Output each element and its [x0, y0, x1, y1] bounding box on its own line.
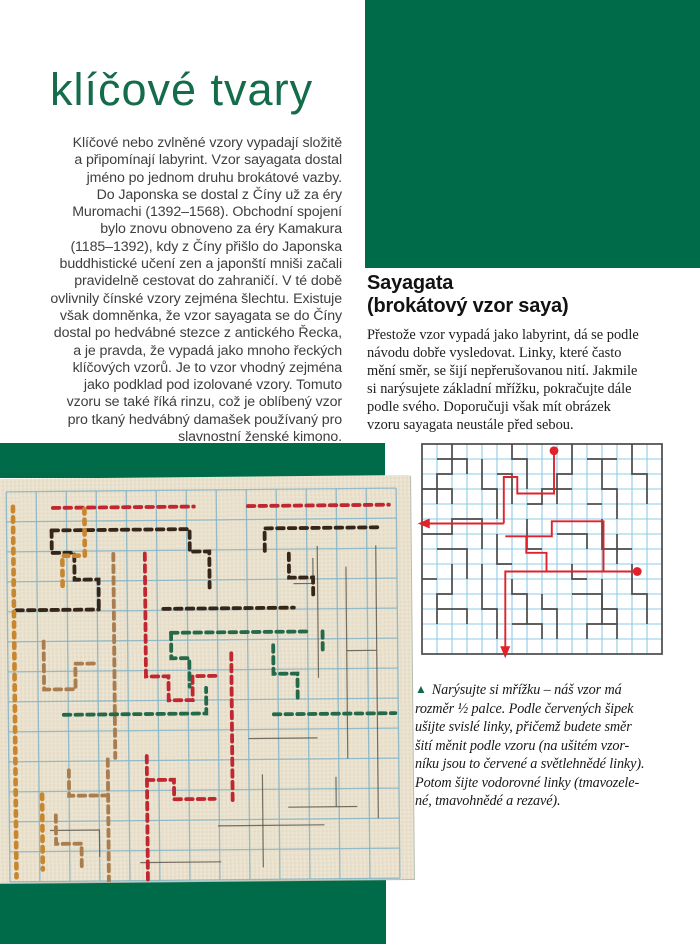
stitch-line-tan — [108, 759, 109, 883]
text-line: jméno po jednom druhu brokátové vazby. — [86, 169, 342, 186]
text-line: ušijte svislé linky, přičemž budete směr — [415, 719, 632, 735]
text-line: šití měnit podle vzoru (na ušitém vzor- — [415, 737, 630, 754]
text-line: (1185–1392), kdy z Číny přišlo do Japonska — [70, 238, 342, 255]
text-line: ovlivnily čínské vzory zejména šlechtu. Existuje — [50, 290, 342, 307]
text-line: né, tmavohnědé a rezavé). — [415, 793, 561, 809]
stitch-line-dbrown — [163, 608, 293, 609]
diagram-stitch-route — [418, 446, 642, 658]
text-line: si narýsujete základní mřížku, pokračujte dále — [367, 381, 632, 398]
text-line: jako podklad pod izolované vzory. Tomuto — [83, 377, 342, 394]
text-line: dostal po hedvábné stezce z antického Řecka, — [53, 325, 342, 342]
figure-caption — [415, 681, 677, 811]
text-line: vzoru sayagata neustále před sebou. — [367, 417, 574, 434]
stitch-line-green — [273, 645, 298, 699]
intro-paragraph — [20, 135, 342, 446]
diagram-arrow-left — [418, 519, 430, 529]
text-line: rozměr ½ palce. Podle červených šipek — [415, 700, 634, 717]
text-line: Do Japonska se dostal z Číny už za éry — [96, 186, 342, 203]
stitch-line-red — [145, 553, 217, 701]
text-line: níku jsou to červené a světlehnědé linky). — [415, 756, 645, 772]
stitch-line-dbrown — [52, 530, 99, 610]
section-body — [367, 326, 667, 435]
caption-rest — [415, 700, 677, 811]
text-line: pro tkaný hedvábný damašek používaný pro — [67, 411, 342, 428]
green-divider-band — [0, 443, 385, 478]
stitch-line-dbrown — [265, 527, 381, 551]
text-line: vzoru se také říká rinzu, což je oblíbený vzor — [66, 394, 342, 411]
text-line: však domněnka, že vzor sayagata se do Číny — [59, 307, 342, 324]
stitch-line-tan — [44, 641, 98, 690]
text-line: mění směr, se šijí nepřerušovanou nití. Jakmile — [367, 363, 638, 380]
text-line: (brokátový vzor saya) — [367, 295, 569, 317]
text-line: Muromachi (1392–1568). Obchodní spojení — [72, 204, 342, 221]
diagram-arrow-down — [500, 646, 510, 658]
stitch-line-red — [147, 756, 148, 883]
stitch-line-red — [248, 505, 389, 506]
stitch-line-orange — [42, 795, 43, 870]
up-triangle-icon: ▲ — [415, 682, 427, 696]
text-line: a je pravda, že vypadá jako mnoho řeckých — [73, 342, 342, 359]
text-line: pravidelně cestovat do zahraničí. V té době — [74, 273, 342, 290]
stitch-diagram-svg — [406, 438, 668, 666]
green-panel-top-right — [365, 0, 700, 268]
text-line: Přestože vzor vypadá jako labyrint, dá se podle — [367, 327, 639, 343]
stitch-line-dbrown — [16, 609, 98, 610]
photo-grid — [6, 488, 400, 882]
stitch-line-green — [171, 631, 309, 632]
caption-first-line — [415, 681, 677, 700]
text-line: bylo znovu obnoveno za éry Kamakura — [100, 221, 342, 238]
stitch-line-tan — [69, 770, 108, 796]
text-line: podle svého. Doporučuji však mít obrázek — [367, 399, 611, 416]
text-line: slavnostní ženské kimono. — [178, 429, 342, 446]
embroidery-photo — [0, 475, 414, 883]
text-line: Sayagata — [367, 272, 454, 294]
caption-text: Narýsujte si mřížku – náš vzor má — [431, 682, 622, 698]
green-panel-bottom-left — [0, 878, 386, 944]
diagram-end-dot — [633, 567, 642, 576]
text-line: a připomínají labyrint. Vzor sayagata dostal — [74, 152, 342, 169]
text-line: Klíčové nebo zvlněné vzory vypadají složitě — [72, 135, 342, 151]
section-heading — [367, 272, 568, 318]
text-line: klíčových vzorů. Je to vzor vhodný zejména — [72, 359, 342, 376]
stitch-line-red — [53, 507, 194, 508]
stitch-line-red — [231, 653, 232, 800]
page-title: klíčové tvary — [50, 64, 314, 115]
stitch-diagram — [406, 438, 668, 666]
stitch-line-tan — [113, 554, 115, 758]
embroidery-photo-svg — [0, 475, 414, 883]
stitch-line-dbrown — [289, 553, 313, 595]
text-line: Potom šijte vodorovné linky (tmavozele- — [415, 774, 640, 791]
text-line: buddhistické učení zen a japonští mniši začali — [59, 256, 342, 273]
text-line: návodu dobře vysledovat. Linky, které často — [367, 345, 622, 362]
diagram-start-dot — [550, 446, 559, 455]
